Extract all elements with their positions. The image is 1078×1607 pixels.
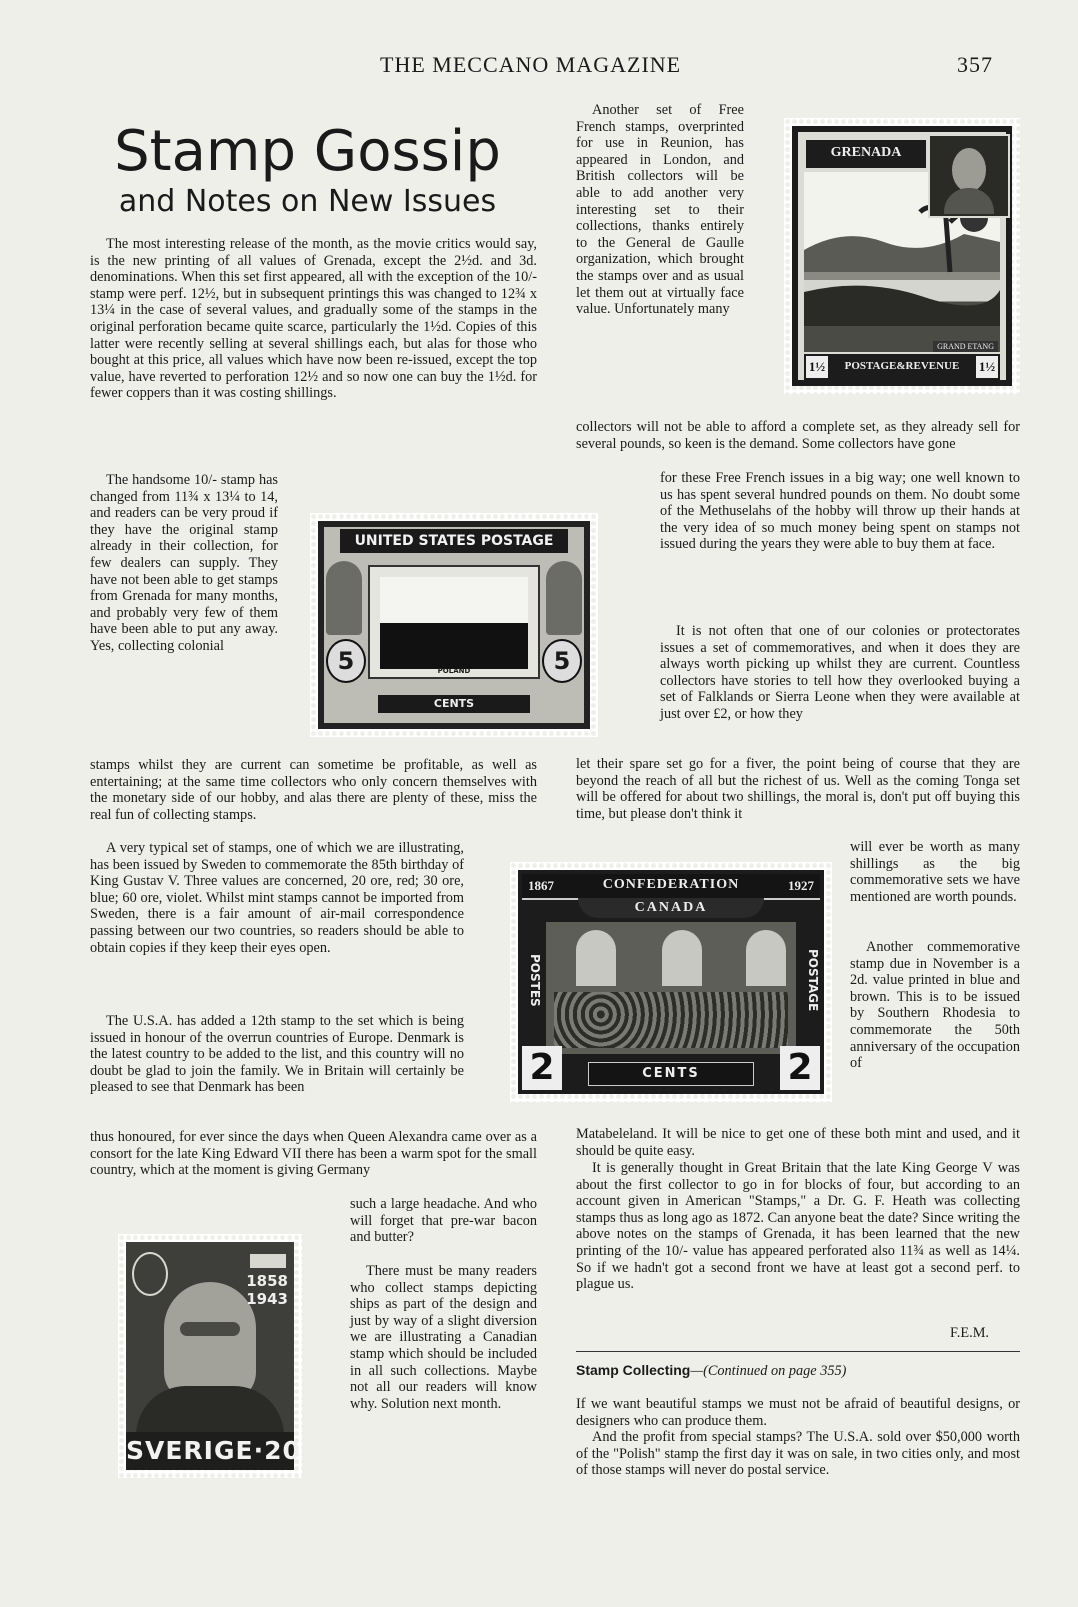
canada-year-left: 1867 [528, 878, 554, 893]
paragraph-beautiful-designs: If we want beautiful stamps we must not be afraid of beautiful designs, or designers who can produce them. And the profit from special stamps? The U.S.A. sold over $50,000 worth of the "Polish" stamp the first day it was on sale, in two cities only, and most of those stamps will never do postal service. [576, 1396, 1020, 1479]
statue-left-icon [326, 561, 362, 635]
canada-value-right: 2 [780, 1046, 820, 1090]
usa-value-right: 5 [542, 639, 582, 683]
paragraph-ships: There must be many readers who collect stamps depicting ships as part of the design and just by way of a slight diversion we are illustrating a Canadian stamp which should be included in all such collections. Maybe not all our readers will know why. Solution next month. [350, 1263, 537, 1412]
article-subtitle: and Notes on New Issues [118, 184, 497, 219]
section-divider [576, 1351, 1020, 1352]
article-title: Stamp Gossip [114, 119, 501, 184]
sweden-label: SVERIGE·20 [126, 1436, 301, 1465]
paragraph-usa-denmark-cont: thus honoured, for ever since the days when Queen Alexandra came over as a consort for the late King Edward VII there has been a warm spot for the small country, which at the moment is giving Germany [90, 1129, 537, 1179]
paragraph-sweden: A very typical set of stamps, one of which we are illustrating, has been issued by Sweden to commemorate the 85th birthday of King Gustav V. Three values are concerned, 20 ore, red; 30 ore, blue; 60 ore, violet. Whilst mint stamps cannot be imported from Sweden, there is a fair amount of air-mail correspondence passing between our two countries, so readers should be able to obtain copies if they keep their eyes open. [90, 840, 464, 956]
canada-side-right: POSTAGE [806, 948, 820, 1012]
grenada-value-left: 1½ [806, 356, 828, 378]
paragraph-grenada-intro: The most interesting release of the month, as the movie critics would say, is the new printing of all values of Grenada, except the 2½d. and 3d. denominations. When this set first appeared, all with the exception of the 10/- stamp were perf. 12½, but in subsequent printings this was changed to 12¾ x 13¼ in the case of several values, and gradually some of the stamps in the original perforation became quite scarce, particularly the 1½d. Copies of this latter were recently selling at several shillings each, but alas for those who bought at this price, all values which have now been re-issued, except the top value, have reverted to perforation 12½ and so now one can buy the 1½d. for fewer coppers than it was costing shillings. [90, 236, 537, 402]
paragraph-blocks-of-four: It is generally thought in Great Britain that the late King George V was about the first collector to go in for blocks of four, but according to an account given in American "Stamps," a Dr. G. F. Heath was collecting stamps thus as long ago as 1872. Can anyone beat the date? Since writing the above notes on the stamps of Grenada, it has been learned that the new printing of the 10/- value has appeared perforated also 11¾ as well as 14¼. So if we hadn't got a second front we have at least got a second perf. to plague us. [576, 1160, 1020, 1293]
usa-poland-stamp [310, 513, 598, 737]
paragraph-colonies-cont: let their spare set go for a fiver, the point being of course that they are beyond the reach of all but the richest of us. Well as the coming Tonga set will be offered for about two shillings, the moral is, don't put off buying this time, but please don't think it [576, 756, 1020, 822]
flag-panel [368, 565, 540, 679]
grenada-caption: GRAND ETANG [933, 341, 998, 352]
paragraph-free-french-indent: for these Free French issues in a big way; one well known to us has spent several hundred pounds on them. No doubt some of the Methuselahs of the hobby will throw up their hands at the very idea of so much money being spent on stamps not issued during the years they were able to buy them at face. [660, 470, 1020, 553]
sweden-year-top: 1858 [246, 1272, 288, 1290]
usa-country-label: POLAND [437, 667, 471, 675]
magazine-header: THE MECCANO MAGAZINE [380, 52, 682, 77]
gustav-portrait [164, 1282, 256, 1402]
paragraph-matabeleland: Matabeleland. It will be nice to get one of these both mint and used, and it should be quite easy. [576, 1126, 1020, 1159]
grenada-country-label: GRENADA [830, 145, 902, 160]
canada-value-left: 2 [522, 1046, 562, 1090]
paragraph-colonies: It is not often that one of our colonies or protectorates issues a set of commemoratives, and when it does they are always worth picking up whilst they are current. Countless collectors have stories to tell how they overlooked buying a set of Falklands or Sierra Leone when they were available at just over £2, or how they [660, 623, 1020, 722]
page-number: 357 [957, 52, 993, 77]
grenada-value-right: 1½ [976, 356, 998, 378]
sweden-stamp [118, 1234, 302, 1478]
monogram-icon [132, 1252, 168, 1296]
grenada-stamp [784, 118, 1020, 394]
fathers-of-confederation-illustration [546, 922, 796, 1054]
author-signature: F.E.M. [950, 1325, 989, 1341]
usa-banner: UNITED STATES POSTAGE [354, 533, 554, 549]
paragraph-rhodesia: Another commemorative stamp due in November is a 2d. value printed in blue and brown. This is to be issued by Southern Rhodesia to commemorate the 50th anniversary of the occupation of [850, 939, 1020, 1072]
spectacles-icon [180, 1322, 240, 1336]
canada-side-left: POSTES [528, 953, 542, 1007]
continued-note: —(Continued on page 355) [690, 1363, 847, 1379]
crown-icon [250, 1254, 286, 1268]
canada-banner-confederation: CONFEDERATION [602, 877, 740, 892]
paragraph-free-french: Another set of Free French stamps, overprinted for use in Reunion, has appeared in London, and British collectors will be able to add another very interesting set to their collections, thanks entirely to the General de Gaulle organization, which brought the stamps over and as usual let them out at virtually face value. Unfortunately many [576, 102, 744, 318]
usa-value-left: 5 [326, 639, 366, 683]
canada-stamp [510, 862, 832, 1102]
paragraph-free-french-cont: collectors will not be able to afford a complete set, as they already sell for several pounds, so keen is the demand. Some collectors have gone [576, 419, 1020, 452]
paragraph-worth: will ever be worth as many shillings as the big commemorative sets we have mentioned are worth pounds. [850, 839, 1020, 905]
continued-title: Stamp Collecting [576, 1362, 691, 1378]
paragraph-colonial-fun: stamps whilst they are current can sometime be profitable, as well as entertaining; at the same time collectors who only concern themselves with the monetary side of our hobby, and alas there are plenty of these, miss the real fun of collecting stamps. [90, 757, 537, 823]
grenada-bottom-label: POSTAGE&REVENUE [844, 360, 960, 372]
canada-banner-country: CANADA [634, 900, 708, 915]
paragraph-10-stamp: The handsome 10/- stamp has changed from 11¾ x 13¼ to 14, and readers can be very proud if they have the original stamp already in their collection, for few dealers can supply. They have not been able to get stamps from Grenada for many months, and probably very few of them have been able to put any away. Yes, collecting colonial [90, 472, 278, 654]
paragraph-bacon: such a large headache. And who will forget that pre-war bacon and butter? [350, 1196, 537, 1246]
canada-cents-label: CENTS [642, 1066, 700, 1081]
sweden-year-bottom: 1943 [246, 1290, 288, 1308]
usa-cents-label: CENTS [433, 697, 475, 710]
statue-right-icon [546, 561, 582, 635]
paragraph-usa-denmark: The U.S.A. has added a 12th stamp to the set which is being issued in honour of the overrun countries of Europe. Denmark is the latest country to be added to the list, and this country will no doubt be glad to join the family. We in Britain will certainly be pleased to see that Denmark has been [90, 1013, 464, 1096]
canada-year-right: 1927 [788, 878, 814, 893]
continued-heading [576, 1362, 846, 1380]
king-portrait [928, 134, 1010, 218]
